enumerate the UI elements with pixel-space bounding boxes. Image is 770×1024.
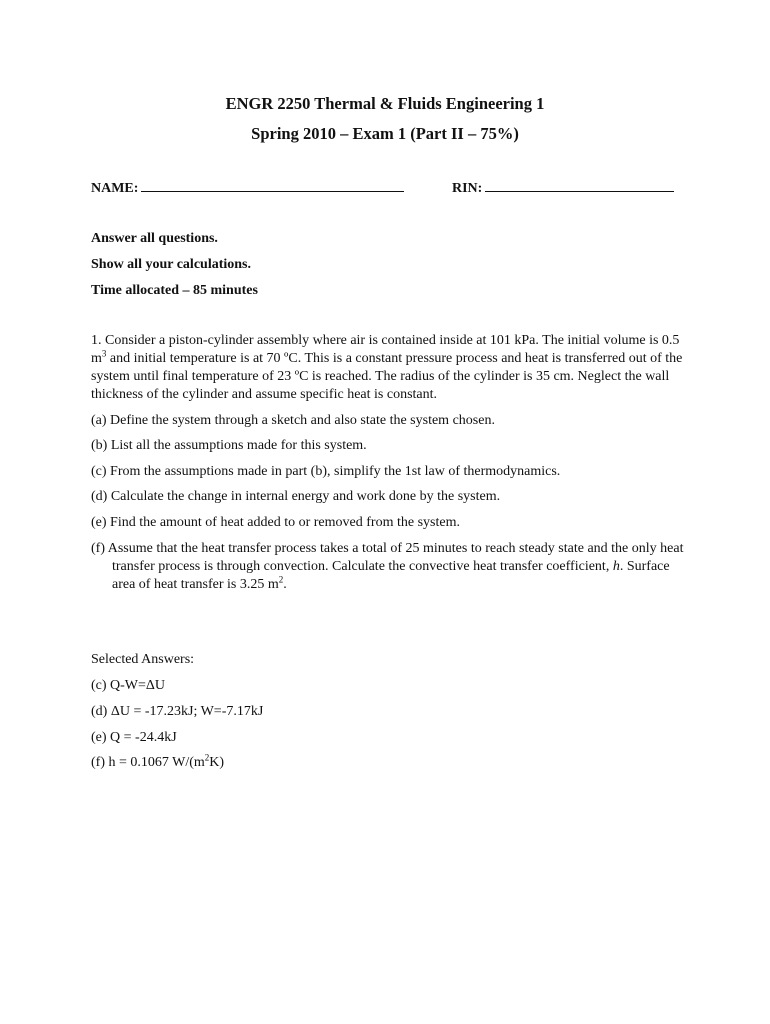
rin-field (452, 179, 674, 197)
answer-c: (c) Q-W=ΔU (91, 678, 166, 693)
question-1-part-a: (a) Define the system through a sketch and also state the system chosen. (91, 413, 495, 428)
question-1-part-f: (f) Assume that the heat transfer process takes a total of 25 minutes to reach steady state and the only heat transfer process is through convection. Calculate the convective heat transfer coefficient, h. Surface area of heat transfer is 3.25 $m^2$. (91, 541, 684, 592)
name-blank-line (141, 179, 404, 192)
question-1-part-c: (c) From the assumptions made in part (b), simplify the 1st law of thermodynamics. (91, 464, 561, 479)
rin-blank-line (485, 179, 674, 192)
rin-label: RIN: (452, 181, 483, 196)
exam-title: Spring 2010 – Exam 1 (Part II – 75%) (251, 124, 519, 143)
name-field (91, 179, 404, 197)
instruction-answer-all: Answer all questions. (91, 231, 218, 246)
answer-d: (d) ΔU = -17.23kJ; W=-7.17kJ (91, 704, 264, 719)
question-1-part-e: (e) Find the amount of heat added to or removed from the system. (91, 515, 460, 530)
answer-e: (e) Q = -24.4kJ (91, 730, 177, 745)
name-label: NAME: (91, 181, 139, 196)
answer-f: (f) h = 0.1067 $W/(m^2K)$ (91, 752, 225, 770)
question-1-part-b: (b) List all the assumptions made for this system. (91, 438, 367, 453)
question-1-part-d: (d) Calculate the change in internal energy and work done by the system. (91, 489, 501, 504)
instruction-show-calculations: Show all your calculations. (91, 257, 251, 272)
selected-answers-heading: Selected Answers: (91, 652, 195, 667)
course-title: ENGR 2250 Thermal & Fluids Engineering 1 (225, 94, 545, 113)
question-1-intro: 1. Consider a piston-cylinder assembly where air is contained inside at 101 kPa. The initial volume is 0.5 $m^3$ and initial temperature is at 70 ºC. This is a constant pressure process and heat is transferred out of the system until final temperature of 23 ºC is reached. The radius of the cylinder is 35 cm. Neglect the wall thickness of the cylinder and assume specific heat is constant. (91, 333, 683, 402)
instruction-time-allocated: Time allocated – 85 minutes (91, 283, 258, 298)
